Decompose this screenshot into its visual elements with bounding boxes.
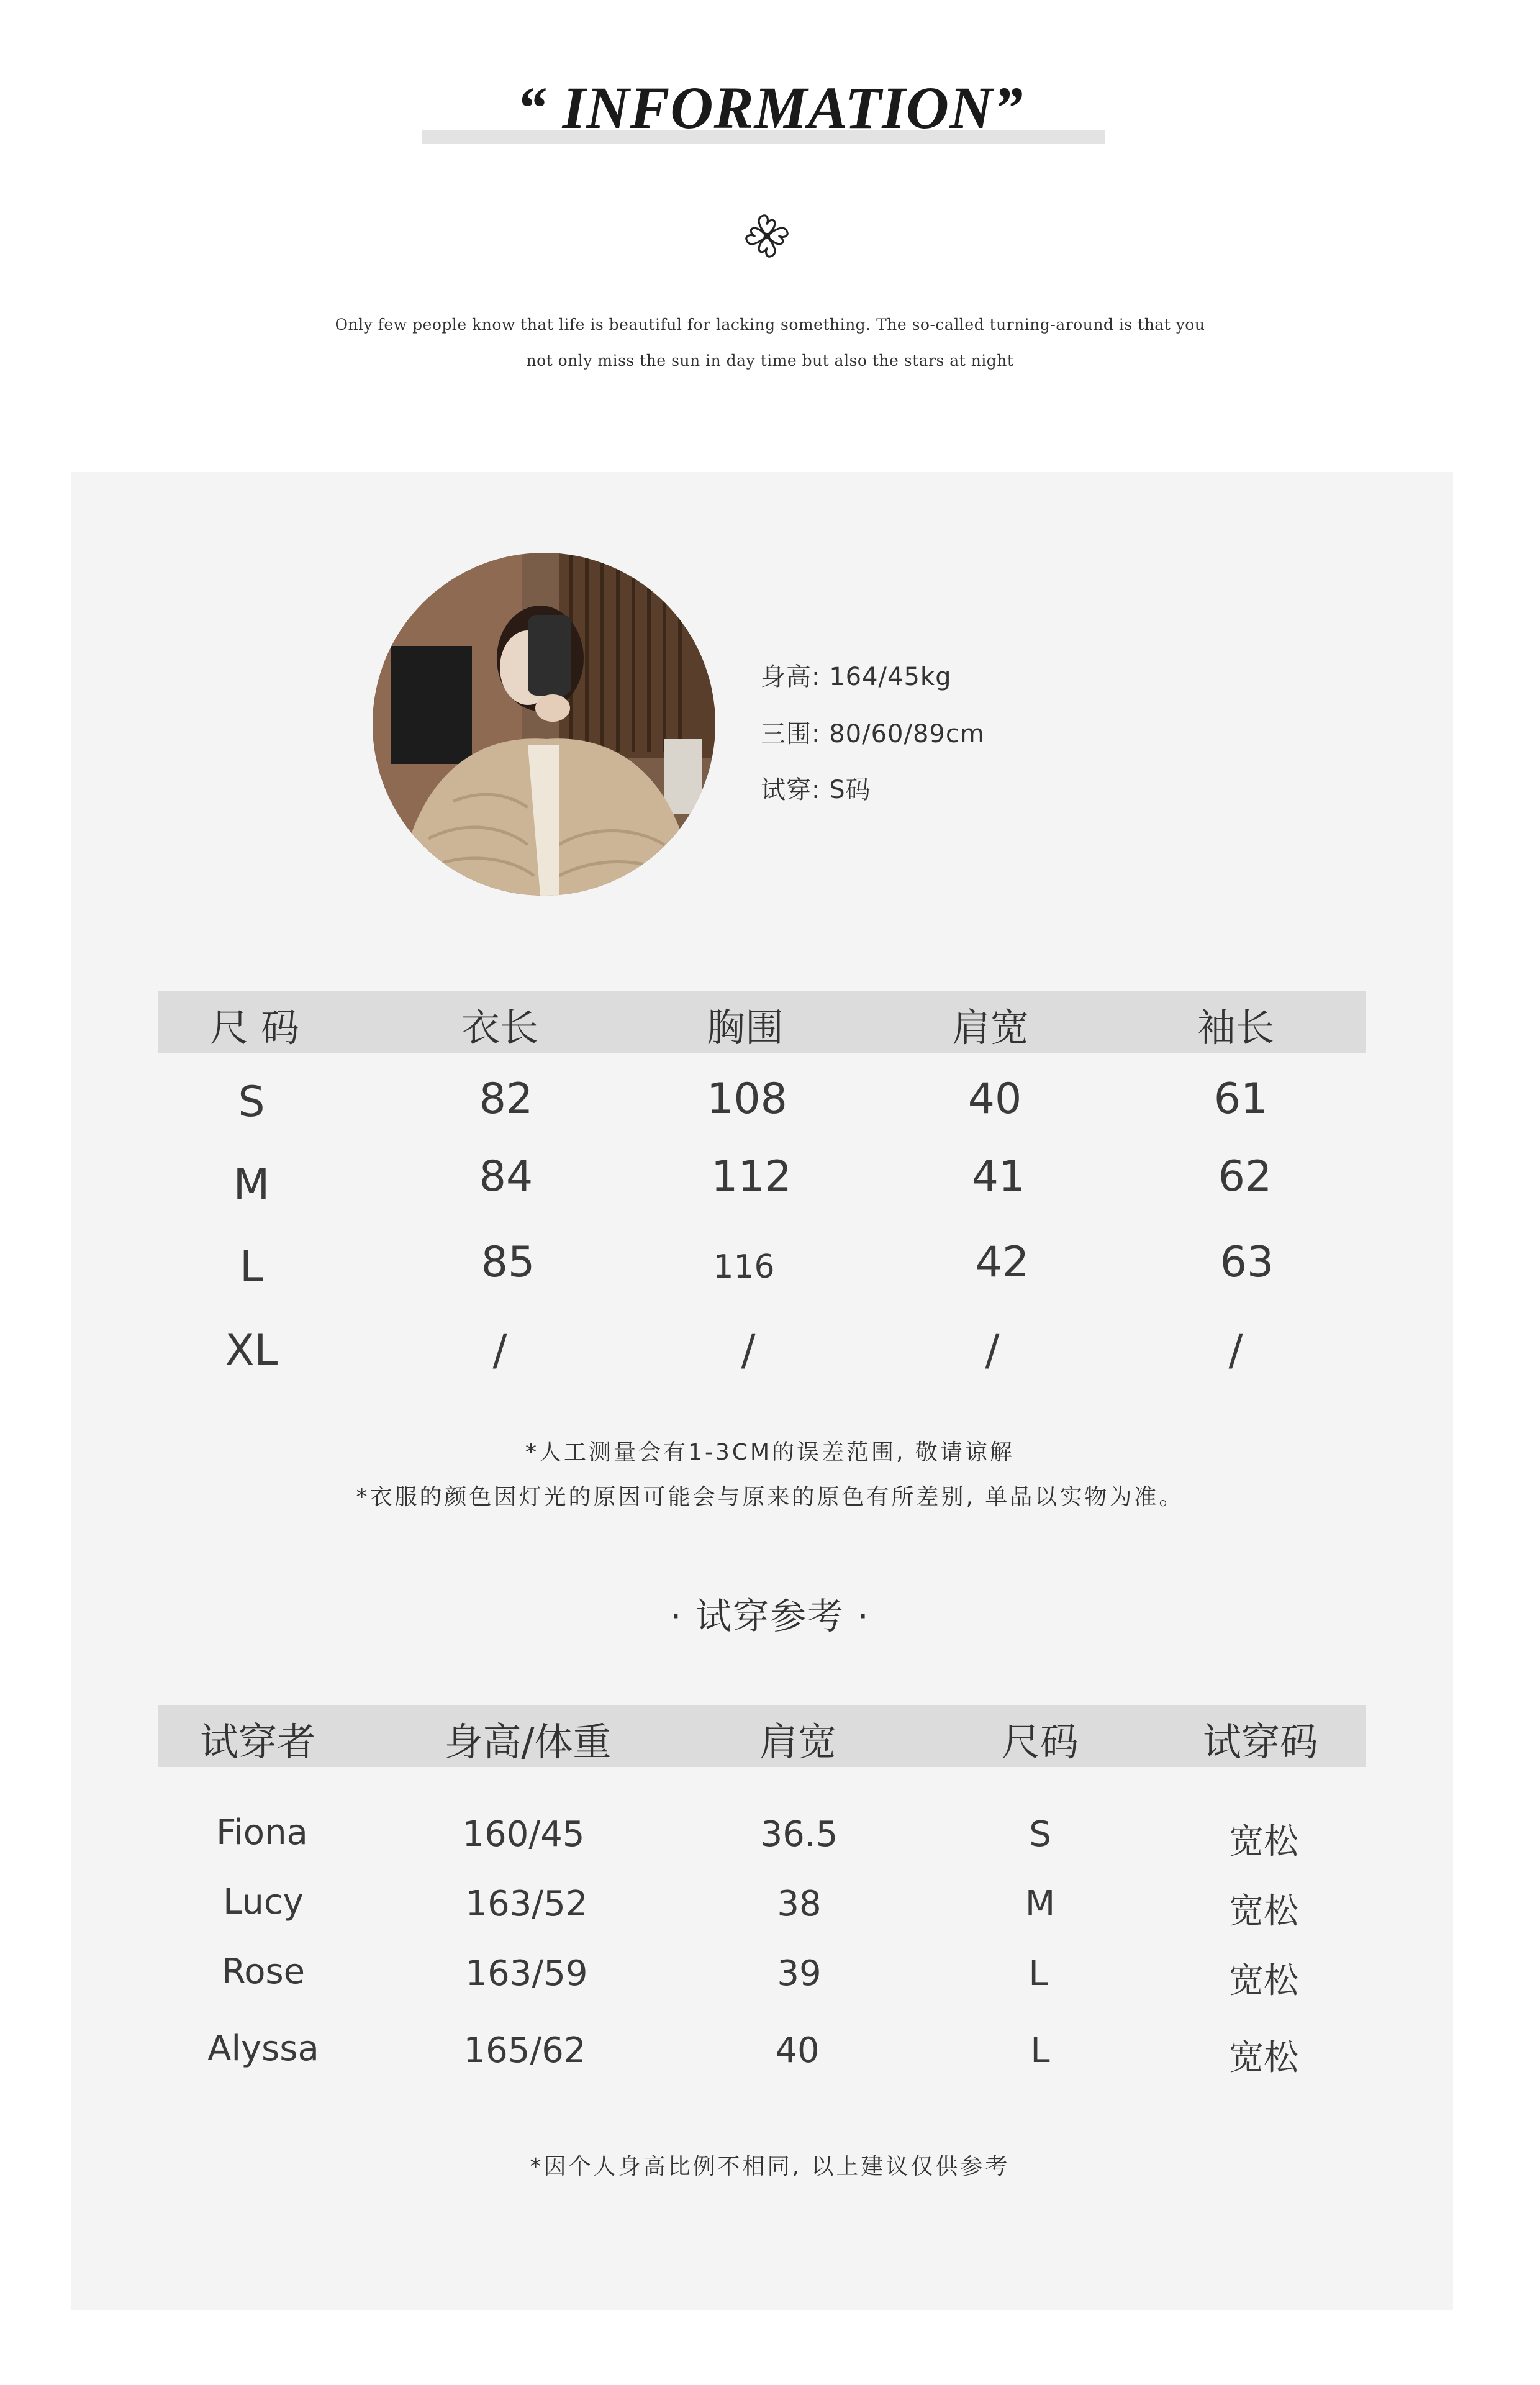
- table-cell: Alyssa: [207, 2028, 319, 2069]
- size-header-size: 尺 码: [210, 1005, 299, 1050]
- table-cell: /: [741, 1326, 756, 1375]
- table-cell: 42: [975, 1238, 1030, 1287]
- fit-reference-title: · 试穿参考 ·: [670, 1595, 870, 1637]
- table-cell: 39: [777, 1953, 822, 1994]
- table-cell: 160/45: [462, 1814, 585, 1855]
- fit-header-size: 尺码: [1001, 1719, 1079, 1765]
- page-title: “ INFORMATION”: [516, 75, 1024, 141]
- size-header-bust: 胸围: [706, 1005, 784, 1050]
- table-cell: 38: [777, 1884, 822, 1924]
- measurement-error-note: *人工测量会有1-3CM的误差范围, 敬请谅解: [525, 1440, 1015, 1465]
- table-cell: 41: [971, 1152, 1026, 1201]
- table-cell: 40: [967, 1074, 1022, 1124]
- table-cell: 63: [1220, 1238, 1274, 1287]
- table-cell: 116: [713, 1248, 775, 1286]
- size-header-shoulder: 肩宽: [951, 1005, 1029, 1050]
- fit-header-shoulder: 肩宽: [759, 1719, 836, 1765]
- model-photo: [373, 553, 715, 896]
- table-cell: XL: [225, 1326, 278, 1375]
- table-cell: Fiona: [216, 1812, 308, 1853]
- color-difference-note: *衣服的颜色因灯光的原因可能会与原来的原色有所差别, 单品以实物为准。: [356, 1484, 1184, 1510]
- table-cell: 165/62: [463, 2030, 586, 2071]
- table-cell: 163/59: [465, 1953, 588, 1994]
- size-header-sleeve: 袖长: [1197, 1005, 1274, 1050]
- quote-line-1: Only few people know that life is beautiful for lacking something. The so-called turning-around is that you: [335, 316, 1205, 334]
- table-cell: S: [238, 1078, 265, 1127]
- table-cell: /: [985, 1326, 1000, 1375]
- table-cell: 宽松: [1229, 2038, 1298, 2078]
- table-cell: 85: [481, 1238, 535, 1287]
- table-cell: 36.5: [760, 1814, 838, 1855]
- table-cell: 宽松: [1229, 1822, 1298, 1862]
- table-cell: 40: [775, 2030, 820, 2071]
- table-cell: Lucy: [223, 1882, 304, 1922]
- table-cell: 84: [479, 1152, 533, 1201]
- model-measurements: 三围: 80/60/89cm: [761, 720, 985, 748]
- table-cell: 宽松: [1229, 1961, 1298, 2001]
- table-cell: L: [240, 1242, 263, 1291]
- table-cell: M: [233, 1160, 270, 1209]
- fit-header-fit: 试穿码: [1202, 1719, 1318, 1765]
- model-height-weight: 身高: 164/45kg: [761, 663, 952, 691]
- table-cell: 61: [1213, 1074, 1268, 1124]
- model-tried-size: 试穿: S码: [761, 776, 871, 804]
- table-cell: 108: [707, 1074, 787, 1124]
- table-cell: M: [1025, 1884, 1056, 1924]
- table-cell: 宽松: [1229, 1891, 1298, 1932]
- table-cell: /: [1228, 1326, 1243, 1375]
- size-header-length: 衣长: [461, 1005, 538, 1050]
- table-cell: Rose: [221, 1951, 306, 1992]
- fit-header-height-weight: 身高/体重: [444, 1719, 612, 1765]
- table-cell: 62: [1218, 1152, 1272, 1201]
- quote-line-2: not only miss the sun in day time but also the stars at night: [526, 352, 1014, 370]
- table-cell: 163/52: [465, 1884, 588, 1924]
- fit-header-tester: 试穿者: [199, 1719, 315, 1765]
- table-cell: L: [1030, 2030, 1050, 2071]
- table-cell: /: [492, 1326, 507, 1375]
- table-cell: L: [1028, 1953, 1048, 1994]
- clover-icon: [739, 208, 795, 264]
- table-cell: S: [1029, 1814, 1051, 1855]
- fit-disclaimer-note: *因个人身高比例不相同, 以上建议仅供参考: [530, 2154, 1010, 2179]
- table-cell: 112: [711, 1152, 792, 1201]
- table-cell: 82: [479, 1074, 533, 1124]
